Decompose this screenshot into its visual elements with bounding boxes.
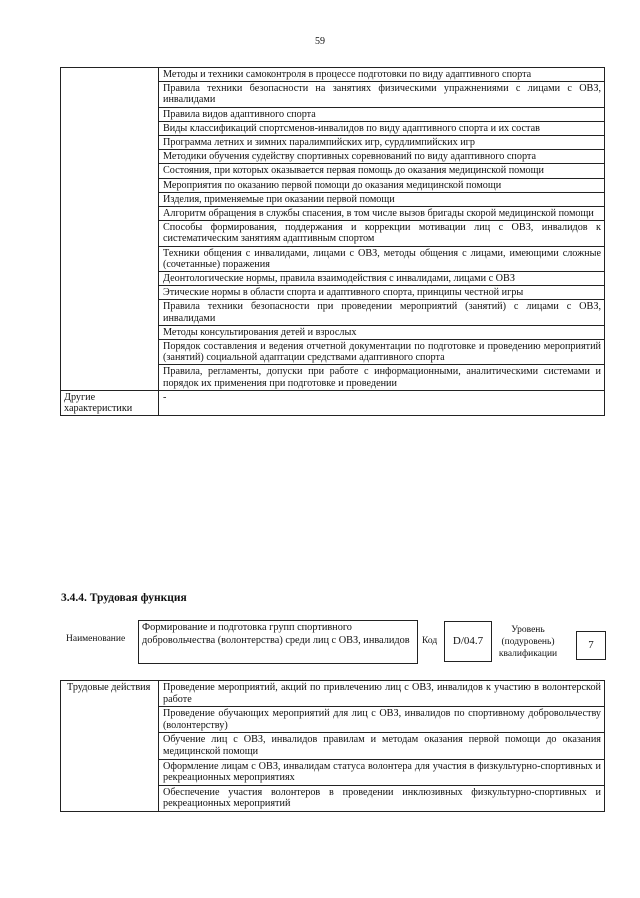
knowledge-item: Правила, регламенты, допуски при работе с информационными, аналитическими системами и порядок их применения при подготовке и проведении (159, 365, 605, 390)
labor-actions-table (60, 680, 605, 812)
knowledge-label-cell (61, 68, 159, 391)
labor-action-item: Обучение лиц с ОВЗ, инвалидов правилам и методам оказания первой помощи до оказания медицинской помощи (159, 733, 605, 759)
name-label: Наименование (66, 634, 126, 644)
knowledge-table (60, 67, 605, 416)
labor-action-item: Проведение обучающих мероприятий для лиц с ОВЗ, инвалидов по спортивному добровольчеству (волонтерству) (159, 707, 605, 733)
code-value: D/04.7 (444, 621, 492, 662)
knowledge-item: Изделия, применяемые при оказании первой помощи (159, 192, 605, 206)
labor-actions-label: Трудовые действия (61, 681, 159, 812)
knowledge-item: Алгоритм обращения в службы спасения, в том числе вызов бригады скорой медицинской помощи (159, 207, 605, 221)
other-characteristics-value: - (159, 390, 605, 415)
knowledge-item: Методы и техники самоконтроля в процессе подготовки по виду адаптивного спорта (159, 68, 605, 82)
table-row (61, 68, 605, 82)
knowledge-item: Состояния, при которых оказывается первая помощь до оказания медицинской помощи (159, 164, 605, 178)
labor-action-item: Оформление лицам с ОВЗ, инвалидам статуса волонтера для участия в физкультурно-спортивных и рекреационных мероприятиях (159, 759, 605, 785)
knowledge-item: Порядок составления и ведения отчетной документации по подготовке и проведению мероприятий (занятий) социальной адаптации средствами адаптивного спорта (159, 340, 605, 365)
qualification-level-label: Уровень (подуровень) квалификации (498, 625, 558, 659)
table-row (61, 390, 605, 415)
table-row (61, 681, 605, 707)
knowledge-item: Мероприятия по оказанию первой помощи до оказания медицинской помощи (159, 178, 605, 192)
knowledge-item: Деонтологические нормы, правила взаимодействия с инвалидами, лицами с ОВЗ (159, 272, 605, 286)
section-title: 3.4.4. Трудовая функция (61, 592, 187, 604)
page-number: 59 (315, 36, 325, 47)
qualification-level-value: 7 (576, 631, 606, 660)
knowledge-item: Методики обучения судейству спортивных соревнований по виду адаптивного спорта (159, 150, 605, 164)
code-label: Код (422, 636, 438, 646)
knowledge-item: Способы формирования, поддержания и коррекции мотивации лиц с ОВЗ, инвалидов к систематическим занятиям адаптивным спортом (159, 221, 605, 246)
knowledge-item: Методы консультирования детей и взрослых (159, 325, 605, 339)
knowledge-item: Виды классификаций спортсменов-инвалидов по виду адаптивного спорта и их состав (159, 121, 605, 135)
knowledge-item: Этические нормы в области спорта и адаптивного спорта, принципы честной игры (159, 286, 605, 300)
knowledge-item: Техники общения с инвалидами, лицами с ОВЗ, методы общения с лицами, имеющими сложные (сочетанные) поражения (159, 246, 605, 271)
other-characteristics-label: Другие характеристики (61, 390, 159, 415)
knowledge-item: Программа летних и зимних паралимпийских игр, сурдлимпийских игр (159, 136, 605, 150)
labor-action-item: Обеспечение участия волонтеров в проведении инклюзивных физкультурно-спортивных и рекреационных мероприятий (159, 785, 605, 811)
labor-action-item: Проведение мероприятий, акций по привлечению лиц с ОВЗ, инвалидов к участию в волонтерской работе (159, 681, 605, 707)
knowledge-item: Правила техники безопасности на занятиях физическими упражнениями с лицами с ОВЗ, инвалидами (159, 82, 605, 107)
knowledge-item: Правила видов адаптивного спорта (159, 107, 605, 121)
function-name-value: Формирование и подготовка групп спортивного добровольчества (волонтерства) среди лиц с ОВЗ, инвалидов (138, 620, 418, 664)
knowledge-item: Правила техники безопасности при проведении мероприятий (занятий) с лицами с ОВЗ, инвалидами (159, 300, 605, 325)
